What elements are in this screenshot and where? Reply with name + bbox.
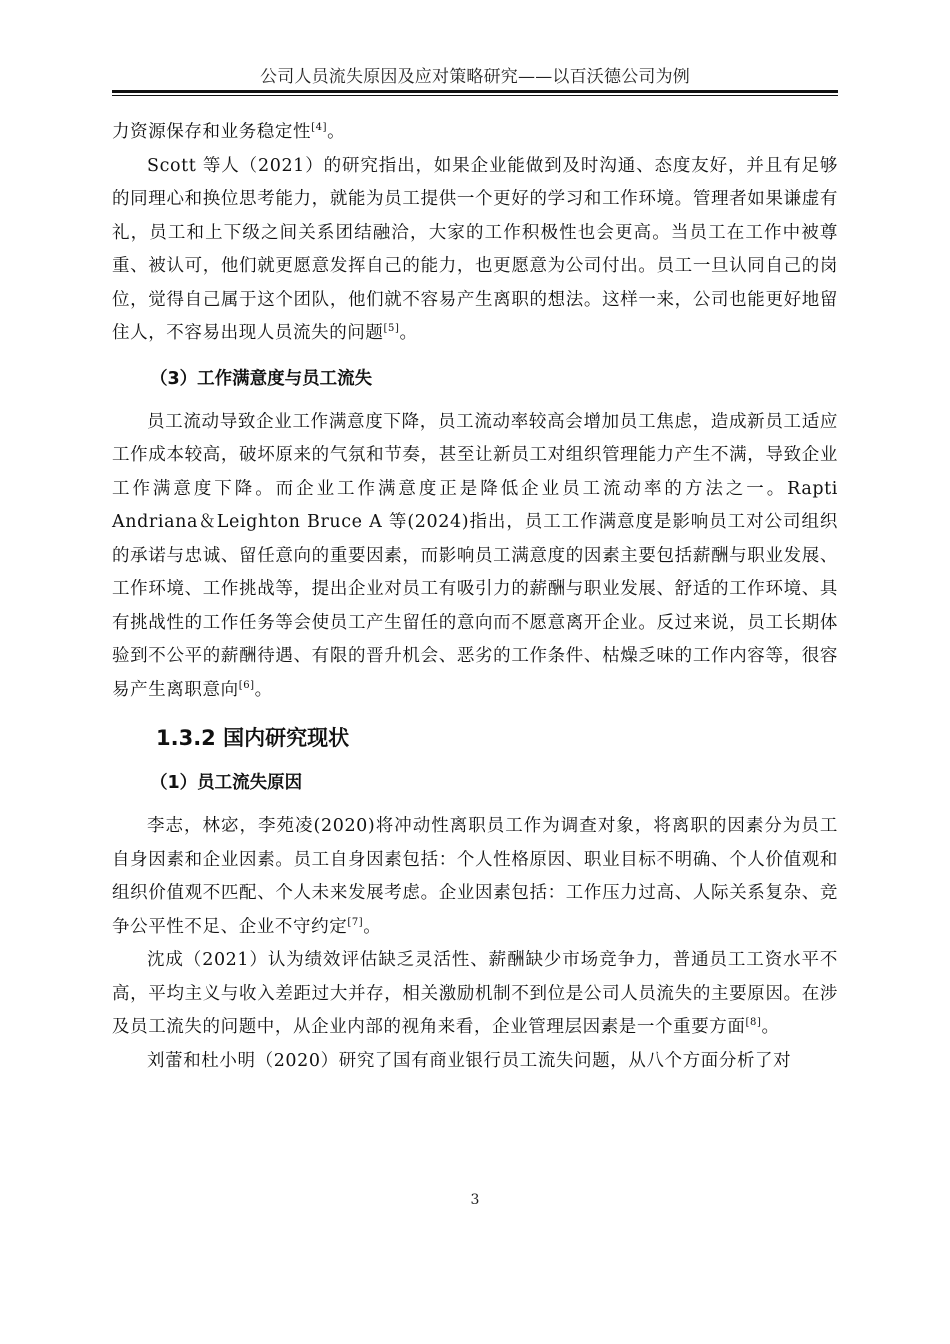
running-header: 公司人员流失原因及应对策略研究——以百沃德公司为例 bbox=[260, 67, 690, 87]
body-text bbox=[112, 116, 838, 1078]
header-rule-thick bbox=[112, 90, 838, 93]
subheading-job-satisfaction: （3）工作满意度与员工流失 bbox=[150, 368, 373, 389]
citation: [4] bbox=[311, 122, 328, 133]
paragraph-continued: 力资源保存和业务稳定性[4]。 bbox=[112, 122, 346, 142]
header-rule-thin bbox=[112, 95, 838, 96]
citation: [6] bbox=[238, 679, 255, 691]
citation: [5] bbox=[383, 323, 400, 334]
paragraph-job-satisfaction: 员工流动导致企业工作满意度下降，员工流动率较高会增加员工焦虑，造成新员工适应工作成本较高，破坏原来的气氛和节奏，甚至让新员工对组织管理能力产生不满，导致企业工作满意度下降。而企业工作满意度正是降低企业员工流动率的方法之一。Rapti Andriana＆Leighton Bruce A 等(2024)指出，员工工作满意度是影响员工对公司组织的承诺与忠诚、留任意向的重要因素，而影响员工满意度的因素主要包括薪酬与职业发展、工作环境、工作挑战等，提出企业对员工有吸引力的薪酬与职业发展、舒适的工作环境、具有挑战性的工作任务等会使员工产生留任的意向而不愿意离开企业。反过来说，员工长期体验到不公平的薪酬待遇、有限的晋升机会、恶劣的工作条件、枯燥乏味的工作内容等，很容易产生离职意向[6]。 bbox=[112, 411, 838, 700]
paragraph-scott: Scott 等人（2021）的研究指出，如果企业能做到及时沟通、态度友好，并且有足够的同理心和换位思考能力，就能为员工提供一个更好的学习和工作环境。管理者如果谦虚有礼，员工和上下级之间关系团结融洽，大家的工作积极性也会更高。当员工在工作中被尊重、被认可，他们就更愿意发挥自己的能力，也更愿意为公司付出。员工一旦认同自己的岗位，觉得自己属于这个团队，他们就不容易产生离职的想法。这样一来，公司也能更好地留住人，不容易出现人员流失的问题[5]。 bbox=[112, 155, 838, 343]
page-number: 3 bbox=[470, 1192, 480, 1208]
paragraph-shen-cheng: 沈成（2021）认为绩效评估缺乏灵活性、薪酬缺少市场竞争力，普通员工工资水平不高，平均主义与收入差距过大并存，相关激励机制不到位是公司人员流失的主要原因。在涉及员工流失的问题中，从企业内部的视角来看，企业管理层因素是一个重要方面[8]。 bbox=[112, 950, 838, 1037]
paragraph-li-zhi: 李志，林宓，李苑凌(2020)将冲动性离职员工作为调查对象，将离职的因素分为员工自身因素和企业因素。员工自身因素包括：个人性格原因、职业目标不明确、个人价值观和组织价值观不匹配、个人未来发展考虑。企业因素包括：工作压力过高、人际关系复杂、竞争公平性不足、企业不守约定[7]。 bbox=[112, 816, 838, 937]
paragraph-liu-lei: 刘蕾和杜小明（2020）研究了国有商业银行员工流失问题，从八个方面分析了对 bbox=[147, 1050, 792, 1071]
subheading-turnover-reasons: （1）员工流失原因 bbox=[150, 773, 303, 793]
citation: [8] bbox=[745, 1017, 762, 1028]
citation: [7] bbox=[347, 916, 364, 928]
section-heading-domestic-research: 1.3.2 国内研究现状 bbox=[156, 726, 350, 750]
